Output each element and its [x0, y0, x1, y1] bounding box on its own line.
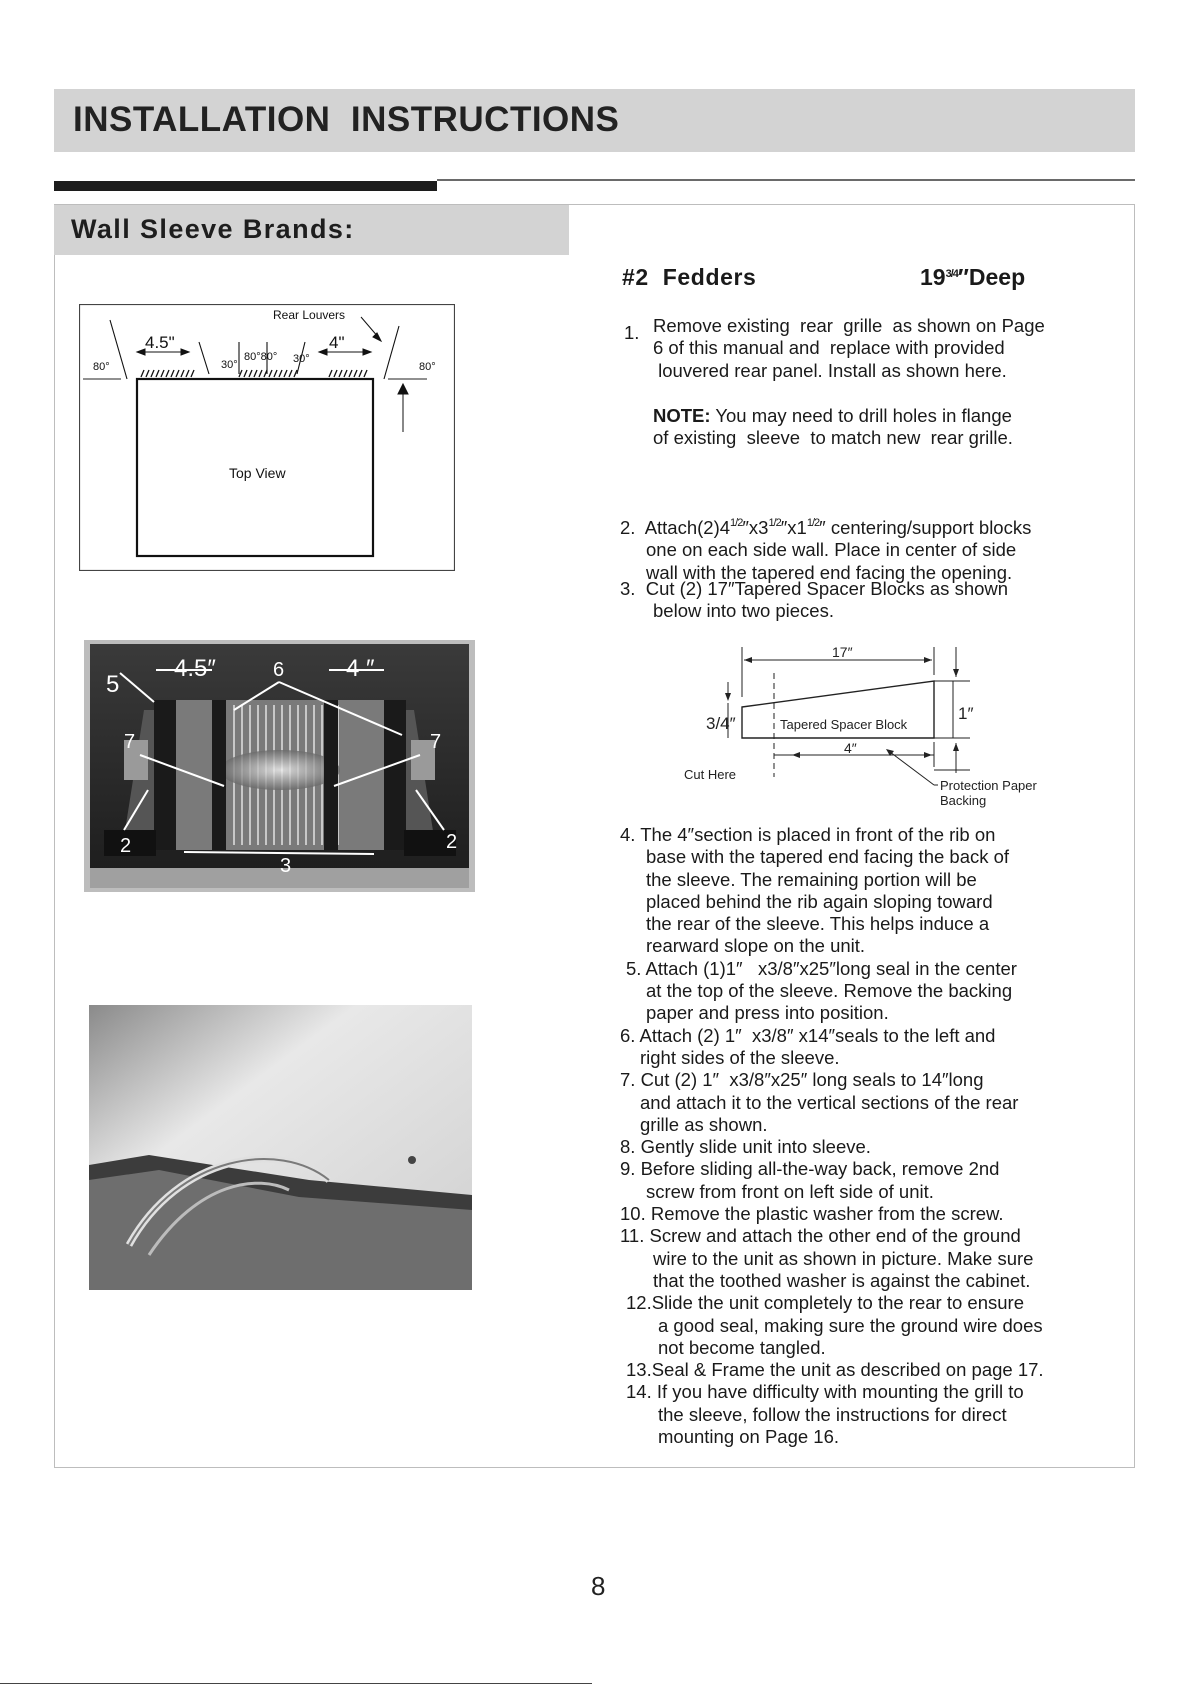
step-line: and attach it to the vertical sections of the rear: [640, 1091, 1019, 1113]
sleeve-depth: $19^{3/4}''Deep$: [920, 264, 1026, 290]
step-1-number: 1.: [624, 322, 640, 343]
step-line: 8. Gently slide unit into sleeve.: [620, 1136, 871, 1158]
step-line: that the toothed washer is against the cabinet.: [653, 1269, 1031, 1291]
step-line: rearward slope on the unit.: [646, 935, 866, 957]
step-line: a good seal, making sure the ground wire does: [658, 1314, 1043, 1336]
spacer-block-label: Tapered Spacer Block: [780, 717, 908, 732]
step-line: right sides of the sleeve.: [640, 1046, 840, 1068]
angle-30-right: 30°: [293, 353, 310, 365]
step-line: wire to the unit as shown in picture. Make sure: [653, 1247, 1034, 1269]
note: [653, 405, 1013, 450]
step-line: 7. Cut (2) 1″ x3/8″x25″ long seals to 14″long: [620, 1069, 984, 1091]
step-1-line: Remove existing rear grille as shown on Page: [653, 315, 1045, 336]
page-title: INSTALLATION INSTRUCTIONS: [73, 100, 620, 139]
spacer-thin-end-label: 3/4″: [706, 714, 736, 733]
step-line: 11. Screw and attach the other end of the ground: [620, 1225, 1021, 1247]
angle-80-80: 80°80°: [244, 351, 278, 363]
step-line: the rear of the sleeve. This helps induce a: [646, 913, 990, 935]
step-1-text: [653, 315, 1045, 382]
step-2-line: wall with the tapered end facing the opening.: [646, 561, 1013, 583]
step-line: mounting on Page 16.: [658, 1426, 840, 1448]
brand-heading: #2 Fedders: [622, 264, 757, 290]
step-line: 10. Remove the plastic washer from the screw.: [620, 1203, 1004, 1225]
cut-here-label: Cut Here: [684, 767, 737, 782]
page-number: 8: [591, 1571, 606, 1601]
note-label: NOTE:: [653, 405, 711, 426]
top-view-label: Top View: [229, 465, 286, 481]
photo-label-6: 6: [273, 659, 285, 681]
step-3-line: 3. Cut (2) 17″Tapered Spacer Blocks as shown: [620, 578, 1009, 599]
spacer-arrowheads: [725, 657, 959, 758]
sleeve-photo: [84, 640, 475, 892]
protection-label-1: Protection Paper: [940, 778, 1037, 793]
center-divider-left: [212, 700, 226, 850]
spacer-thick-end-label: 1″: [958, 704, 974, 723]
step-line: 4. The 4″section is placed in front of the rib on: [620, 824, 996, 845]
step-3-text: [620, 578, 1008, 623]
header-rule-thick: [54, 181, 437, 191]
spacer-block-diagram: [670, 637, 1070, 812]
top-dim-left: 4.5": [145, 333, 175, 352]
center-divider-right: [324, 700, 338, 850]
angle-30-left: 30°: [221, 359, 238, 371]
left-seal: [154, 700, 176, 850]
step-2-text: 2. $Attach(2)4^{1/2}''x3^{1/2}''x1^{1/2}''$ centering/support blocks one on each side wall. Place in center of side wall with the tapered end facing the opening.: [620, 517, 1032, 583]
step-line: not become tangled.: [658, 1336, 826, 1358]
footer-rule: [0, 1683, 592, 1684]
screw: [408, 1156, 416, 1164]
top-view-diagram: [79, 304, 455, 571]
photo-label-2-left: 2: [120, 835, 132, 857]
step-line: 6. Attach (2) 1″ x3/8″ x14″seals to the left and: [620, 1024, 996, 1046]
top-dim-right: 4": [329, 333, 345, 352]
step-1-line: 6 of this manual and replace with provided: [653, 337, 1005, 359]
step-line: placed behind the rib again sloping toward: [646, 890, 993, 912]
step-line: at the top of the sleeve. Remove the backing: [646, 980, 1013, 1002]
step-line: 9. Before sliding all-the-way back, remove 2nd: [620, 1158, 1000, 1180]
photo-label-7-right: 7: [430, 731, 442, 753]
angle-right-label: 80°: [419, 361, 436, 373]
step-line: the sleeve, follow the instructions for direct: [658, 1403, 1007, 1425]
header-rule-thin: [437, 179, 1135, 181]
note-line: of existing sleeve to match new rear grille.: [653, 427, 1013, 449]
protection-label-2: Backing: [940, 793, 987, 808]
remaining-steps: [620, 824, 1044, 1448]
step-line: base with the tapered end facing the back of: [646, 846, 1010, 868]
spacer-section-label: 4″: [844, 740, 857, 756]
photo-dim-left: 4.5″: [174, 655, 216, 682]
rear-louvers-label: Rear Louvers: [273, 308, 346, 322]
step-line: 14. If you have difficulty with mounting the grill to: [626, 1381, 1024, 1403]
ground-wire-photo: [89, 1005, 472, 1290]
step-2-line: one on each side wall. Place in center of side: [646, 539, 1017, 561]
step-line: 12.Slide the unit completely to the rear to ensure: [626, 1292, 1024, 1314]
step-line: grille as shown.: [640, 1113, 768, 1135]
note-line: You may need to drill holes in flange: [710, 405, 1012, 426]
step-3-line: below into two pieces.: [653, 600, 834, 622]
step-line: 13.Seal & Frame the unit as described on page 17.: [626, 1359, 1044, 1381]
photo-label-3: 3: [280, 855, 292, 877]
angle-left-label: 80°: [93, 361, 110, 373]
photo-dim-right: 4 ″: [346, 655, 375, 682]
spacer-length-label: 17″: [832, 644, 853, 660]
light-glare: [220, 750, 340, 790]
step-1-line: louvered rear panel. Install as shown here.: [653, 359, 1007, 381]
photo-label-2-right: 2: [446, 831, 458, 853]
photo-label-5: 5: [106, 671, 120, 698]
step-line: the sleeve. The remaining portion will be: [646, 868, 977, 890]
step-line: paper and press into position.: [646, 1002, 889, 1024]
photo-label-7-left: 7: [124, 731, 136, 753]
step-line: 5. Attach (1)1″ x3/8″x25″long seal in the center: [626, 957, 1017, 979]
section-title: Wall Sleeve Brands:: [71, 214, 355, 244]
right-seal: [384, 700, 406, 850]
step-line: screw from front on left side of unit.: [646, 1180, 934, 1202]
